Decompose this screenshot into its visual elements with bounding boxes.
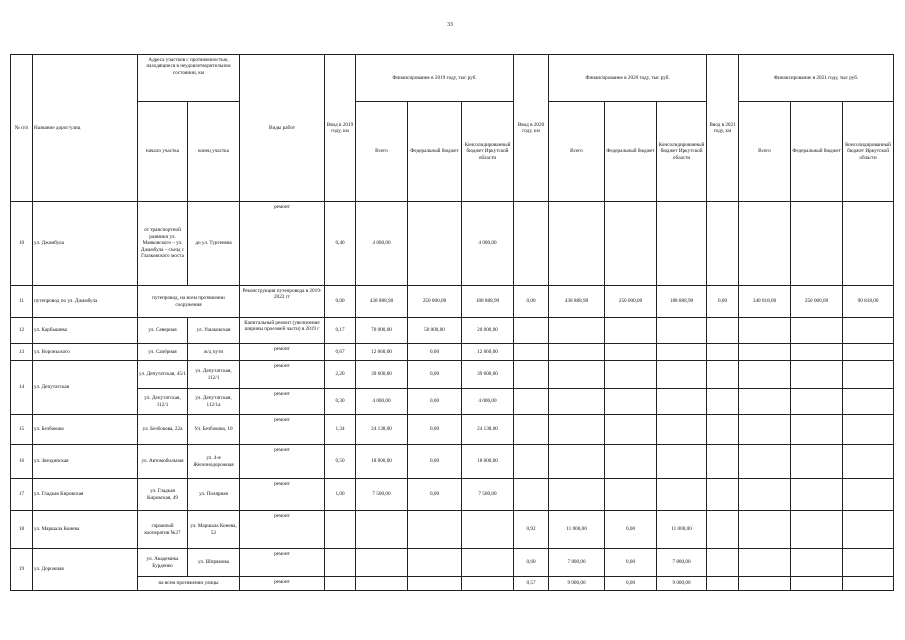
cell-f19: 0,00 [408,479,462,511]
row-number: 14 [11,361,33,415]
cell-c19: 4 000,00 [462,389,514,415]
cell-c20 [657,389,707,415]
cell-t20 [549,361,605,389]
cell-i21 [707,361,739,389]
table-row [11,389,894,415]
section-end: ул. Депутатская, 112/1 [188,361,240,389]
cell-c20: 188 888,90 [657,286,707,318]
road-name: ул. Джамбула [33,202,138,286]
section-start: ул. Северная [138,318,188,344]
cell-t21 [739,511,791,549]
cell-c21 [843,344,894,361]
cell-i19 [325,577,356,591]
section-end: ул. Полярная [188,479,240,511]
table-row [11,511,894,549]
road-name: путепровод по ул. Джамбула [33,286,138,318]
cell-t19 [356,577,408,591]
cell-i19: 0,17 [325,318,356,344]
road-name: ул. Безбокова [33,415,138,445]
cell-f19: 0,00 [408,445,462,479]
road-name: ул. Дорожная [33,549,138,591]
row-number: 13 [11,344,33,361]
cell-f21 [791,344,843,361]
cell-t21 [739,389,791,415]
cell-f21 [791,549,843,577]
road-name: ул. Гладкая Кировская [33,479,138,511]
cell-c19: 4 000,00 [462,202,514,286]
cell-f20: 0,00 [605,511,657,549]
header-start: начало участка [138,102,188,202]
header-road: Название дорог/улиц [33,55,138,202]
cell-t21 [739,344,791,361]
work-type: ремонт [240,415,325,445]
row-number: 10 [11,202,33,286]
cell-i20: 0,92 [514,511,549,549]
header-input-2019: Ввод в 2019 году, км [325,55,356,202]
row-number: 17 [11,479,33,511]
cell-t19: 438 888,90 [356,286,408,318]
cell-c19: 188 888,90 [462,286,514,318]
work-type: ремонт [240,202,325,286]
cell-i19 [325,511,356,549]
cell-f21 [791,389,843,415]
cell-i20 [514,344,549,361]
cell-f20: 0,00 [605,577,657,591]
cell-t21 [739,445,791,479]
cell-c20: 7 800,00 [657,549,707,577]
cell-t21 [739,202,791,286]
cell-f19: 250 000,00 [408,286,462,318]
section-start: ул. Депутатская, 45/1 [138,361,188,389]
cell-i20 [514,415,549,445]
cell-t20 [549,415,605,445]
cell-c20 [657,415,707,445]
header-consolidated-2020: Консолидированный бюджет Иркутской области [657,102,707,202]
cell-i21 [707,415,739,445]
table-row [11,202,894,286]
cell-i19 [325,549,356,577]
header-federal-2020: Федеральный бюджет [605,102,657,202]
cell-i21 [707,549,739,577]
cell-f20 [605,361,657,389]
cell-t21: 340 818,00 [739,286,791,318]
cell-c19 [462,511,514,549]
cell-t19: 7 500,00 [356,479,408,511]
cell-c21 [843,415,894,445]
cell-c21 [843,202,894,286]
cell-c21 [843,577,894,591]
cell-f20 [605,479,657,511]
cell-t20 [549,445,605,479]
cell-i21 [707,479,739,511]
section-start: гаражный кооператив №27 [138,511,188,549]
subheader-row [11,102,894,202]
cell-c19 [462,577,514,591]
cell-t20: 9 000,00 [549,577,605,591]
section-end: ул. Ушаковская [188,318,240,344]
cell-f21 [791,577,843,591]
cell-i20 [514,361,549,389]
cell-i21 [707,445,739,479]
cell-i19: 0,30 [325,389,356,415]
work-type: ремонт [240,511,325,549]
cell-i20 [514,202,549,286]
cell-f20: 250 000,00 [605,286,657,318]
cell-t21 [739,577,791,591]
cell-c20 [657,361,707,389]
cell-t19: 70 000,00 [356,318,408,344]
work-type: Капитальный ремонт (увеличение ширины проезжей части) в 2019 г [240,318,325,344]
cell-i20 [514,479,549,511]
cell-i20: 0,00 [514,286,549,318]
cell-c19: 39 600,00 [462,361,514,389]
cell-c20 [657,202,707,286]
header-federal-2019: Федеральный бюджет [408,102,462,202]
cell-i19: 1,00 [325,479,356,511]
cell-c21 [843,479,894,511]
cell-c20: 11 000,00 [657,511,707,549]
cell-t21 [739,361,791,389]
row-number: 19 [11,549,33,591]
cell-i21 [707,389,739,415]
cell-f19 [408,549,462,577]
cell-f20 [605,389,657,415]
cell-i20: 0,60 [514,549,549,577]
cell-i21: 0,00 [707,286,739,318]
header-fin-2019: Финансирование в 2019 году, тыс руб. [356,55,514,102]
header-input-2020: Ввод в 2020 году, км [514,55,549,202]
header-fin-2020: Финансирование в 2020 году, тыс руб. [549,55,707,102]
cell-t21 [739,479,791,511]
cell-f19: 0,00 [408,415,462,445]
section-start: ул. Автомобильная [138,445,188,479]
cell-t20 [549,344,605,361]
work-type: ремонт [240,445,325,479]
cell-c19: 12 060,00 [462,344,514,361]
cell-f21 [791,361,843,389]
row-number: 12 [11,318,33,344]
work-type: ремонт [240,479,325,511]
section-start: на всем протяжении улицы [138,577,240,591]
table-row [11,361,894,389]
cell-t19 [356,511,408,549]
section-end: ул. Маршала Конева, 52 [188,511,240,549]
cell-i19: 2,20 [325,361,356,389]
cell-f21: 250 000,00 [791,286,843,318]
cell-c20 [657,318,707,344]
cell-t19: 24 138,00 [356,415,408,445]
cell-f19: 0,00 [408,361,462,389]
cell-c21: 90 818,00 [843,286,894,318]
cell-i19: 0,40 [325,202,356,286]
road-name: ул. Депутатская [33,361,138,415]
cell-t19: 12 060,00 [356,344,408,361]
cell-i21 [707,511,739,549]
header-end: конец участка [188,102,240,202]
cell-t20 [549,479,605,511]
cell-f20: 0,00 [605,549,657,577]
cell-f20 [605,344,657,361]
cell-t20 [549,389,605,415]
cell-c19: 24 138,00 [462,415,514,445]
table-row [11,549,894,577]
work-type: ремонт [240,389,325,415]
work-type: ремонт [240,361,325,389]
cell-t20: 438 888,90 [549,286,605,318]
cell-f21 [791,511,843,549]
cell-i19: 1,34 [325,415,356,445]
section-start: путепровод, на всем протяжении сооружения [138,286,240,318]
header-fin-2021: Финансирование в 2021 году, тыс руб. [739,55,894,102]
header-input-2021: Ввод в 2021 году, км [707,55,739,202]
cell-f19 [408,511,462,549]
work-type: ремонт [240,344,325,361]
cell-c21 [843,318,894,344]
header-works: Виды работ [240,55,325,202]
cell-t19 [356,549,408,577]
header-total-2021: Всего [739,102,791,202]
cell-t20: 11 000,00 [549,511,605,549]
cell-f19: 0,00 [408,389,462,415]
section-start: ул. Гладкая Кировская, 49 [138,479,188,511]
work-type: ремонт [240,549,325,577]
cell-f19: 50 000,00 [408,318,462,344]
section-end: ул. Шпрямова [188,549,240,577]
section-start: от транспортной развязки ул. Маяковского – ул. Джамбула – съезд с Глазковского моста [138,202,188,286]
cell-t19: 39 600,00 [356,361,408,389]
road-name: ул. Маршала Конева [33,511,138,549]
header-total-2020: Всего [549,102,605,202]
cell-f19 [408,577,462,591]
section-end: ул. 4-я Железнодорожная [188,445,240,479]
table-row [11,344,894,361]
row-number: 11 [11,286,33,318]
cell-f20 [605,318,657,344]
cell-f20 [605,445,657,479]
cell-c19: 7 500,00 [462,479,514,511]
table-row [11,286,894,318]
row-number: 16 [11,445,33,479]
header-federal-2021: Федеральный бюджет [791,102,843,202]
cell-c20 [657,445,707,479]
cell-c20 [657,479,707,511]
cell-i21 [707,202,739,286]
work-type: Реконструкция путепровода в 2019-2022 гг [240,286,325,318]
cell-c21 [843,549,894,577]
work-type: ремонт [240,577,325,591]
cell-c21 [843,511,894,549]
cell-i19: 0,67 [325,344,356,361]
table-row [11,415,894,445]
cell-f20 [605,202,657,286]
section-start: ул. Академика Бурденко [138,549,188,577]
cell-t21 [739,415,791,445]
header-row [11,55,894,102]
table-row [11,318,894,344]
road-name: ул. Карбышева [33,318,138,344]
road-name: ул. Звездинская [33,445,138,479]
cell-i20 [514,389,549,415]
road-name: ул. Вороньского [33,344,138,361]
cell-i20 [514,445,549,479]
cell-f21 [791,479,843,511]
cell-t20: 7 800,00 [549,549,605,577]
cell-c19: 18 000,00 [462,445,514,479]
cell-t20 [549,202,605,286]
cell-c19 [462,549,514,577]
road-works-table [10,54,894,591]
cell-i19: 0,00 [325,286,356,318]
header-num: № п/п [11,55,33,202]
header-consolidated-2019: Консолидированный бюджет Иркутской области [462,102,514,202]
section-end: ж/д пути [188,344,240,361]
cell-f21 [791,415,843,445]
section-end: ул. Депутатская, 112/1а [188,389,240,415]
row-number: 15 [11,415,33,445]
cell-c21 [843,389,894,415]
table-row [11,445,894,479]
cell-c21 [843,361,894,389]
cell-t19: 18 000,00 [356,445,408,479]
cell-t19: 4 000,00 [356,202,408,286]
cell-t21 [739,318,791,344]
cell-i20: 0,57 [514,577,549,591]
cell-i21 [707,344,739,361]
header-addresses: Адреса участков с протяженностью, находящиеся в неудовлетворительном состоянии, км [138,55,240,102]
cell-f21 [791,202,843,286]
section-end: Ул. Безбокова, 10 [188,415,240,445]
cell-i20 [514,318,549,344]
cell-t19: 4 000,00 [356,389,408,415]
cell-f19: 0,00 [408,344,462,361]
section-end: до ул. Тургенева [188,202,240,286]
cell-f21 [791,318,843,344]
cell-i19: 0,50 [325,445,356,479]
cell-f21 [791,445,843,479]
cell-c20: 9 000,00 [657,577,707,591]
cell-c19: 20 000,00 [462,318,514,344]
cell-c21 [843,445,894,479]
header-total-2019: Всего [356,102,408,202]
cell-i21 [707,318,739,344]
section-start: ул. Безбокова, 22а [138,415,188,445]
cell-t21 [739,549,791,577]
cell-t20 [549,318,605,344]
header-consolidated-2021: Консолидированный бюджет Иркутской области [843,102,894,202]
cell-i21 [707,577,739,591]
section-start: ул. Депутатская, 112/1 [138,389,188,415]
table-row [11,479,894,511]
cell-c20 [657,344,707,361]
table-row [11,577,894,591]
cell-f20 [605,415,657,445]
section-start: ул. Сапёрная [138,344,188,361]
page-number: 33 [447,22,453,28]
cell-f19 [408,202,462,286]
row-number: 18 [11,511,33,549]
